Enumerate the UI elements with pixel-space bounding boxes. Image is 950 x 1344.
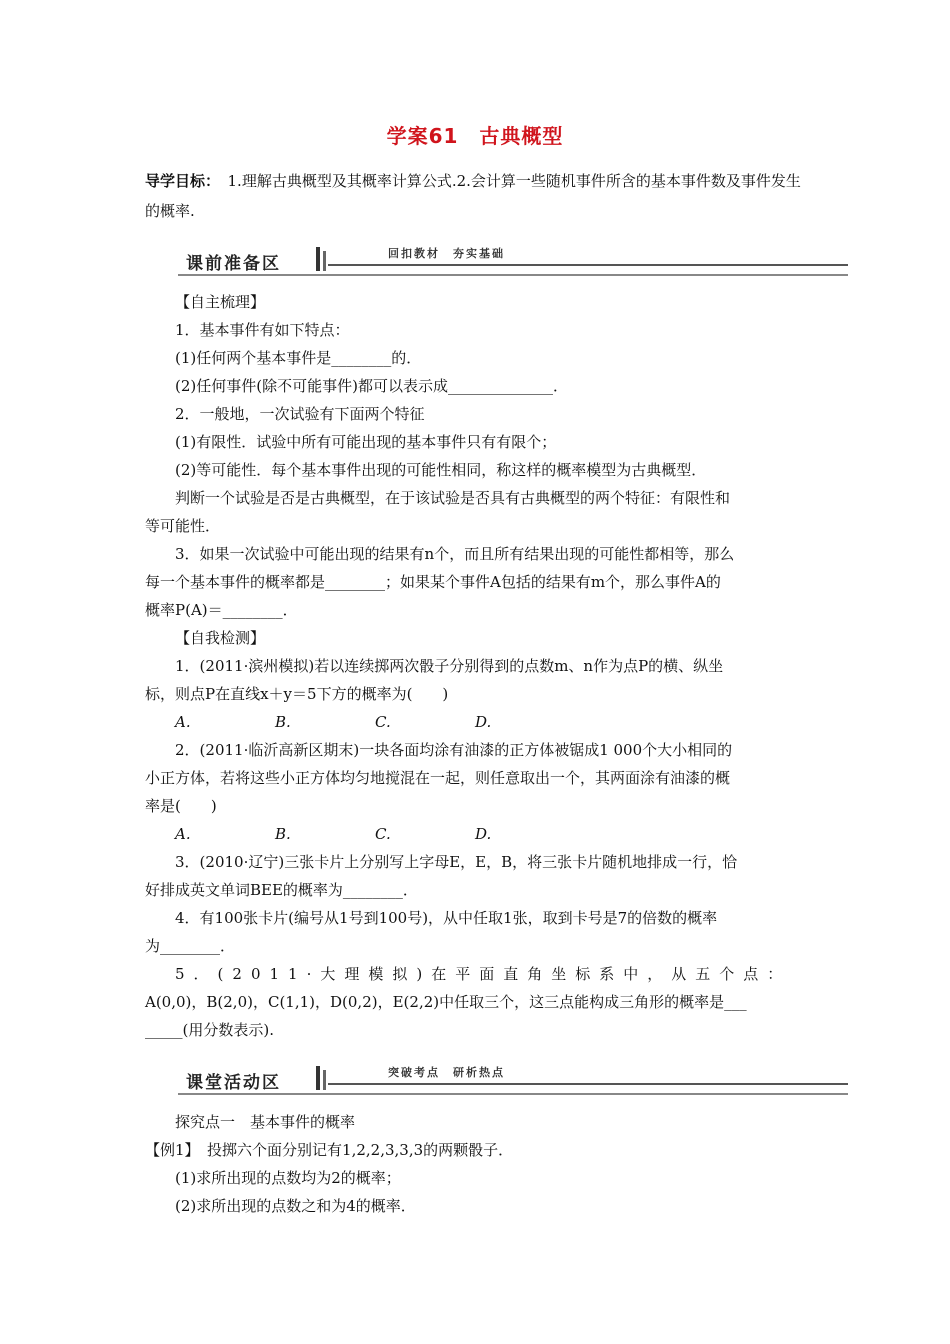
banner-divider [323, 1070, 326, 1090]
option-d: D. [475, 825, 492, 843]
self-review-line: 等可能性． [145, 517, 221, 535]
question-4-text: 4．有100张卡片(编号从1号到100号)，从中任取1张，取到卡号是7的倍数的概率 [175, 909, 718, 927]
self-review-heading: 【自主梳理】 [175, 293, 266, 311]
self-review-line: (2)任何事件(除不可能事件)都可以表示成______________． [175, 377, 568, 395]
banner-rule [178, 1093, 848, 1095]
option-c: C. [375, 713, 391, 731]
option-b: B. [275, 825, 291, 843]
banner-rule [328, 1083, 848, 1085]
option-b: B. [275, 713, 291, 731]
option-a: A. [175, 713, 191, 731]
self-review-line: 判断一个试验是否是古典概型，在于该试验是否具有古典概型的两个特征：有限性和 [175, 489, 731, 507]
option-d: D. [475, 713, 492, 731]
learning-goal [145, 166, 810, 226]
banner-rule [328, 264, 848, 266]
learning-goal-text: 1.理解古典概型及其概率计算公式.2.会计算一些随机事件所含的基本事件数及事件发生的概率. [145, 172, 801, 220]
section-banner-subtitle: 突破考点 研析热点 [388, 1066, 505, 1079]
example-1-part-1: (1)求所出现的点数均为2的概率； [175, 1169, 401, 1187]
section-banner-classroom [178, 1066, 848, 1098]
question-2-text: 率是( ) [145, 797, 217, 815]
question-2-text: 2．(2011·临沂高新区期末)一块各面均涂有油漆的正方体被锯成1 000个大小相同的 [175, 741, 733, 759]
question-3-text: 好排成英文单词BEE的概率为________． [145, 881, 418, 899]
section-banner-preparation [178, 247, 848, 279]
learning-goal-label: 导学目标： [145, 172, 213, 190]
question-1-options [145, 708, 840, 736]
banner-divider [316, 247, 320, 271]
question-1-text: 标，则点P在直线x＋y＝5下方的概率为( ) [145, 685, 449, 703]
question-2-text: 小正方体，若将这些小正方体均匀地搅混在一起，则任意取出一个，其两面涂有油漆的概 [145, 769, 731, 787]
self-review-line: (1)任何两个基本事件是________的． [175, 349, 422, 367]
self-test-heading: 【自我检测】 [175, 629, 266, 647]
self-review-line: (1)有限性．试验中所有可能出现的基本事件只有有限个； [175, 433, 557, 451]
question-4-text: 为________． [145, 937, 236, 955]
example-1-part-2: (2)求所出现的点数之和为4的概率． [175, 1197, 416, 1215]
self-review-line: 3．如果一次试验中可能出现的结果有n个，而且所有结果出现的可能性都相等，那么 [175, 545, 735, 563]
question-2-options [145, 820, 840, 848]
section-banner-title: 课前准备区 [186, 254, 281, 274]
self-review-line: 2．一般地，一次试验有下面两个特征 [175, 405, 425, 423]
explore-heading: 探究点一 基本事件的概率 [175, 1113, 356, 1131]
banner-divider [323, 251, 326, 271]
page-title: 学案61 古典概型 [386, 124, 564, 148]
question-5-text: _____(用分数表示). [145, 1021, 274, 1039]
banner-divider [316, 1066, 320, 1090]
option-c: C. [375, 825, 391, 843]
section-banner-subtitle: 回扣教材 夯实基础 [388, 247, 505, 260]
self-review-line: 1．基本事件有如下特点： [175, 321, 350, 339]
self-review-line: 概率P(A)＝________． [145, 601, 298, 619]
section-banner-title: 课堂活动区 [186, 1073, 281, 1093]
self-review-line: 每一个基本事件的概率都是________；如果某个事件A包括的结果有m个，那么事件A的 [145, 573, 721, 591]
banner-rule [178, 274, 848, 276]
question-3-text: 3．(2010·辽宁)三张卡片上分别写上字母E，E，B，将三张卡片随机地排成一行，恰 [175, 853, 738, 871]
example-1-text: 【例1】 投掷六个面分别记有1,2,2,3,3,3的两颗骰子． [145, 1141, 514, 1159]
option-a: A. [175, 825, 191, 843]
question-5-text: A(0,0)，B(2,0)，C(1,1)，D(0,2)，E(2,2)中任取三个，这三点能构成三角形的概率是___ [145, 993, 747, 1011]
question-1-text: 1．(2011·滨州模拟)若以连续掷两次骰子分别得到的点数m、n作为点P的横、纵坐 [175, 657, 724, 675]
question-5-text: 5．(2011·大理模拟)在平面直角坐标系中，从五个点： [175, 965, 792, 983]
self-review-line: (2)等可能性．每个基本事件出现的可能性相同，称这样的概率模型为古典概型． [175, 461, 707, 479]
